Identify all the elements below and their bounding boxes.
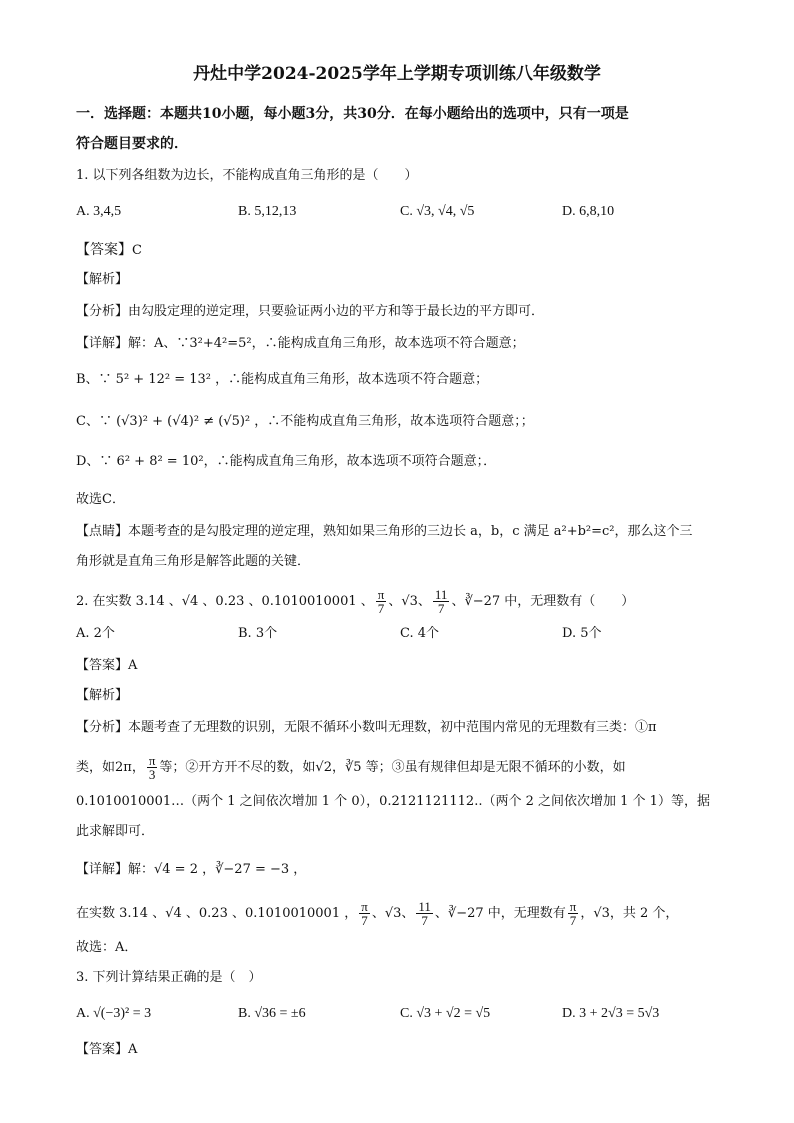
- q2-fenxi-2: [76, 754, 626, 781]
- q2-fenxi-3: 0.1010010001…（两个 1 之间依次增加 1 个 0），0.2121121112..（两个 2 之间依次增加 1 个 1）等，据: [76, 794, 710, 809]
- q2-xiangjie: 【详解】解：√4 = 2 ，∛−27 = −3 ，: [76, 862, 307, 877]
- numerator: π: [377, 587, 385, 602]
- q3-answer: [76, 1040, 137, 1060]
- numerator: π: [361, 899, 368, 914]
- fraction-11-7: [433, 588, 450, 615]
- page-title: 丹灶中学2024-2025学年上学期专项训练八年级数学: [193, 64, 601, 84]
- q1-option-c: C. √3, √4, √5: [400, 204, 475, 219]
- numerator: π: [148, 753, 156, 768]
- q2-fenxi-1: 【分析】本题考查了无理数的识别，无限不循环小数叫无理数，初中范围内常见的无理数有三类：①π: [76, 720, 657, 735]
- q1-option-a: A. 3,4,5: [76, 204, 122, 219]
- q2-detail: [76, 900, 678, 927]
- text: 类，如2π，: [76, 760, 145, 775]
- answer-tag: 【答案】: [76, 1042, 129, 1057]
- q1-stem: 1. 以下列各组数为边长，不能构成直角三角形的是（ ）: [76, 168, 418, 183]
- text: ，√3，共 2 个，: [580, 906, 679, 921]
- q2-option-c: C. 4个: [400, 626, 440, 641]
- numerator: π: [569, 899, 577, 914]
- q2-stem-a: 2. 在实数 3.14 、√4 、0.23 、0.1010010001 、: [76, 594, 374, 609]
- q1-dianjing-2: 角形就是直角三角形是解答此题的关键．: [76, 554, 311, 569]
- q2-option-d: D. 5个: [562, 626, 602, 641]
- denominator: 7: [421, 913, 428, 928]
- numerator: 11: [418, 899, 431, 914]
- q3-stem: 3. 下列计算结果正确的是（ ）: [76, 970, 262, 985]
- fraction-11-7: [416, 900, 433, 927]
- q1-xiangjie: 【详解】解：A、∵3²+4²=5²，∴能构成直角三角形，故本选项不符合题意；: [76, 336, 525, 351]
- text: 、∛−27 中，无理数有: [434, 906, 566, 921]
- fraction-pi-7: [359, 900, 370, 927]
- answer-tag: 【答案】: [76, 658, 129, 673]
- answer-value: C: [132, 243, 142, 258]
- fraction-pi-7: [568, 900, 579, 927]
- answer-value: A: [128, 1042, 138, 1057]
- denominator: 7: [437, 601, 445, 616]
- q1-dianjing-1: 【点睛】本题考查的是勾股定理的逆定理，熟知如果三角形的三边长 a，b，c 满足 a²+b²=c²，那么这个三: [76, 524, 693, 539]
- q2-answer: [76, 656, 137, 676]
- q3-option-a: A. √(−3)² = 3: [76, 1006, 152, 1021]
- text: 在实数 3.14 、√4 、0.23 、0.1010010001 ，: [76, 906, 358, 921]
- q1-option-d: D. 6,8,10: [562, 204, 615, 219]
- q1-line-d: D、∵ 6² + 8² = 10²，∴能构成直角三角形，故本选项不项符合题意；．: [76, 454, 497, 469]
- q2-conclusion: 故选：A．: [76, 940, 138, 955]
- text: 等；②开方开不尽的数，如√2，∛5 等；③虽有规律但却是无限不循环的小数，如: [159, 760, 626, 775]
- fraction-pi-3: [147, 754, 158, 781]
- q1-fenxi: 【分析】由勾股定理的逆定理，只要验证两小边的平方和等于最长边的平方即可．: [76, 304, 545, 319]
- q3-option-c: C. √3 + √2 = √5: [400, 1006, 491, 1021]
- q1-line-b: B、∵ 5² + 12² = 13² ，∴能构成直角三角形，故本选项不符合题意；: [76, 372, 489, 387]
- q2-option-b: B. 3个: [238, 626, 278, 641]
- q2-stem-b: 、∛−27 中，无理数有（ ）: [451, 594, 635, 609]
- q1-line-c: C、∵ (√3)² + (√4)² ≠ (√5)² ，∴不能构成直角三角形，故本选项符合题意；；: [76, 414, 534, 429]
- q3-option-b: B. √36 = ±6: [238, 1006, 306, 1021]
- q2-fenxi-4: 此求解即可．: [76, 824, 155, 839]
- section-heading-line1: 一．选择题：本题共10小题，每小题3分，共30分．在每小题给出的选项中，只有一项是: [76, 106, 629, 122]
- denominator: 7: [569, 913, 577, 928]
- q2-sep1: 、√3、: [388, 594, 431, 609]
- section-heading-line2: 符合题目要求的．: [76, 136, 188, 152]
- denominator: 7: [361, 913, 368, 928]
- q2-stem: [76, 588, 634, 615]
- q2-analysis-tag: 【解析】: [76, 688, 129, 703]
- q1-answer: [76, 240, 142, 261]
- fraction-pi-7: [376, 588, 387, 615]
- q1-option-b: B. 5,12,13: [238, 204, 297, 219]
- q1-conclusion: 故选C．: [76, 492, 125, 507]
- q1-analysis-tag: 【解析】: [76, 272, 129, 287]
- numerator: 11: [434, 587, 448, 602]
- denominator: 3: [148, 767, 156, 782]
- answer-value: A: [128, 658, 138, 673]
- answer-tag: 【答案】: [76, 242, 132, 258]
- text: 、√3、: [371, 906, 415, 921]
- q3-option-d: D. 3 + 2√3 = 5√3: [562, 1006, 660, 1021]
- denominator: 7: [377, 601, 385, 616]
- q2-option-a: A. 2个: [76, 626, 115, 641]
